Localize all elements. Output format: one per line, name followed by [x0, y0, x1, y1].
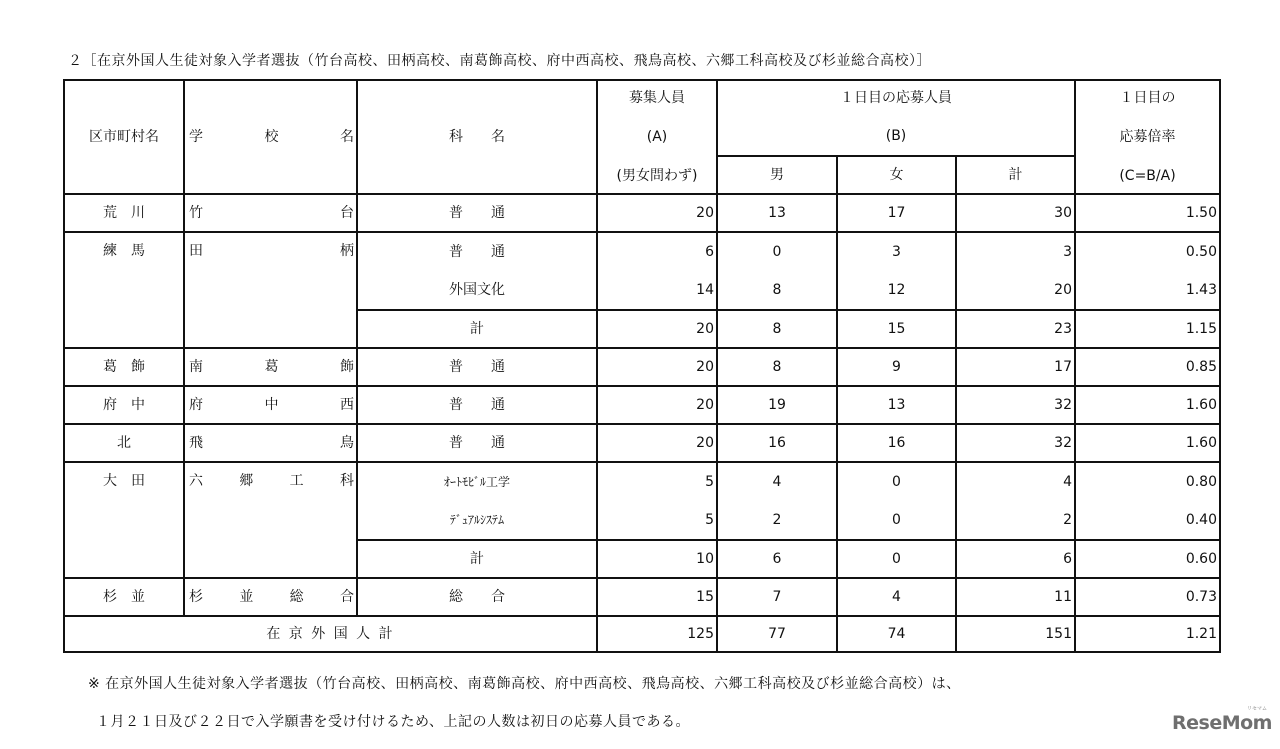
- ratio-cell: 0.50 1.43: [1075, 232, 1220, 310]
- school-cell: 六 郷 工 科: [184, 462, 357, 578]
- ratio-cell: 1.50: [1075, 194, 1220, 232]
- footnote-line-1: ※ 在京外国人生徒対象入学者選抜（竹台高校、田柄高校、南葛飾高校、府中西高校、飛鳥高校、六郷工科高校及び杉並総合高校）は、: [88, 676, 961, 692]
- male-cell: 6: [717, 540, 837, 578]
- total-cell: 6: [956, 540, 1075, 578]
- capacity-cell: 125: [597, 616, 717, 652]
- ratio-cell: 0.60: [1075, 540, 1220, 578]
- ratio-cell: 1.60: [1075, 386, 1220, 424]
- male-cell: 16: [717, 424, 837, 462]
- subtotal-label: 計: [357, 540, 597, 578]
- ratio-cell: 0.73: [1075, 578, 1220, 616]
- male-cell: 8: [717, 310, 837, 348]
- district-cell: 大 田: [64, 462, 184, 578]
- capacity-cell: 10: [597, 540, 717, 578]
- header-total: 計: [956, 156, 1075, 194]
- total-cell: 3 20: [956, 232, 1075, 310]
- school-cell: 田 柄: [184, 232, 357, 348]
- school-cell: 杉 並 総 合: [184, 578, 357, 616]
- course-cell: 総 合: [357, 578, 597, 616]
- school-cell: 竹 台: [184, 194, 357, 232]
- ratio-cell: 0.80 0.40: [1075, 462, 1220, 540]
- capacity-cell: 20: [597, 424, 717, 462]
- section-title: ２［在京外国人生徒対象入学者選抜（竹台高校、田柄高校、南葛飾高校、府中西高校、飛鳥高校、六郷工科高校及び杉並総合高校）］: [68, 53, 931, 69]
- female-cell: 16: [837, 424, 956, 462]
- total-cell: 23: [956, 310, 1075, 348]
- ratio-cell: 1.21: [1075, 616, 1220, 652]
- table-row: [64, 194, 1220, 232]
- district-cell: 府 中: [64, 386, 184, 424]
- grand-total-row: [64, 616, 1220, 652]
- course-cell: 普 通: [357, 386, 597, 424]
- capacity-cell: 20: [597, 310, 717, 348]
- subtotal-label: 計: [357, 310, 597, 348]
- school-cell: 府 中 西: [184, 386, 357, 424]
- male-cell: 8: [717, 348, 837, 386]
- district-cell: 葛 飾: [64, 348, 184, 386]
- capacity-cell: 5 5: [597, 462, 717, 540]
- grand-total-label: 在 京 外 国 人 計: [64, 616, 597, 652]
- header-female: 女: [837, 156, 956, 194]
- school-cell: 南 葛 飾: [184, 348, 357, 386]
- district-cell: 荒 川: [64, 194, 184, 232]
- header-applicants: １日目の応募人員 (B): [717, 80, 1075, 156]
- capacity-cell: 20: [597, 348, 717, 386]
- total-cell: 151: [956, 616, 1075, 652]
- applicants-table: [63, 79, 1221, 653]
- header-course: 科 名: [357, 80, 597, 194]
- total-cell: 17: [956, 348, 1075, 386]
- district-cell: 杉 並: [64, 578, 184, 616]
- school-cell: 飛 鳥: [184, 424, 357, 462]
- female-cell: 17: [837, 194, 956, 232]
- header-district: 区市町村名: [64, 80, 184, 194]
- footnote-line-2: １月２１日及び２２日で入学願書を受け付けるため、上記の人数は初日の応募人員である。: [96, 714, 690, 730]
- header-school: 学 校 名: [184, 80, 357, 194]
- resemom-logo-kana: リセマム: [1247, 706, 1267, 712]
- female-cell: 15: [837, 310, 956, 348]
- course-cell: 普 通: [357, 194, 597, 232]
- district-cell: 北: [64, 424, 184, 462]
- capacity-cell: 20: [597, 194, 717, 232]
- course-cell: 普 通: [357, 424, 597, 462]
- capacity-cell: 6 14: [597, 232, 717, 310]
- male-cell: 19: [717, 386, 837, 424]
- table-row: [64, 348, 1220, 386]
- total-cell: 32: [956, 386, 1075, 424]
- table-row: [64, 578, 1220, 616]
- header-ratio: １日目の 応募倍率 (C=B/A): [1075, 80, 1220, 194]
- total-cell: 11: [956, 578, 1075, 616]
- table-row: [64, 232, 1220, 310]
- male-cell: 4 2: [717, 462, 837, 540]
- capacity-cell: 15: [597, 578, 717, 616]
- total-cell: 30: [956, 194, 1075, 232]
- table-row: [64, 424, 1220, 462]
- female-cell: 4: [837, 578, 956, 616]
- ratio-cell: 0.85: [1075, 348, 1220, 386]
- table-row: [64, 462, 1220, 540]
- female-cell: 9: [837, 348, 956, 386]
- male-cell: 7: [717, 578, 837, 616]
- capacity-cell: 20: [597, 386, 717, 424]
- female-cell: 3 12: [837, 232, 956, 310]
- male-cell: 0 8: [717, 232, 837, 310]
- total-cell: 32: [956, 424, 1075, 462]
- course-cell: 普 通: [357, 348, 597, 386]
- resemom-logo: ReseMom: [1172, 712, 1272, 734]
- female-cell: 0: [837, 540, 956, 578]
- course-cell: 普 通 外国文化: [357, 232, 597, 310]
- female-cell: 74: [837, 616, 956, 652]
- male-cell: 77: [717, 616, 837, 652]
- ratio-cell: 1.60: [1075, 424, 1220, 462]
- header-male: 男: [717, 156, 837, 194]
- male-cell: 13: [717, 194, 837, 232]
- course-cell: ｵｰﾄﾓﾋﾞﾙ工学 ﾃﾞｭｱﾙｼｽﾃﾑ: [357, 462, 597, 540]
- header-capacity: 募集人員 (A) (男女問わず): [597, 80, 717, 194]
- female-cell: 0 0: [837, 462, 956, 540]
- district-cell: 練 馬: [64, 232, 184, 348]
- total-cell: 4 2: [956, 462, 1075, 540]
- female-cell: 13: [837, 386, 956, 424]
- ratio-cell: 1.15: [1075, 310, 1220, 348]
- table-row: [64, 386, 1220, 424]
